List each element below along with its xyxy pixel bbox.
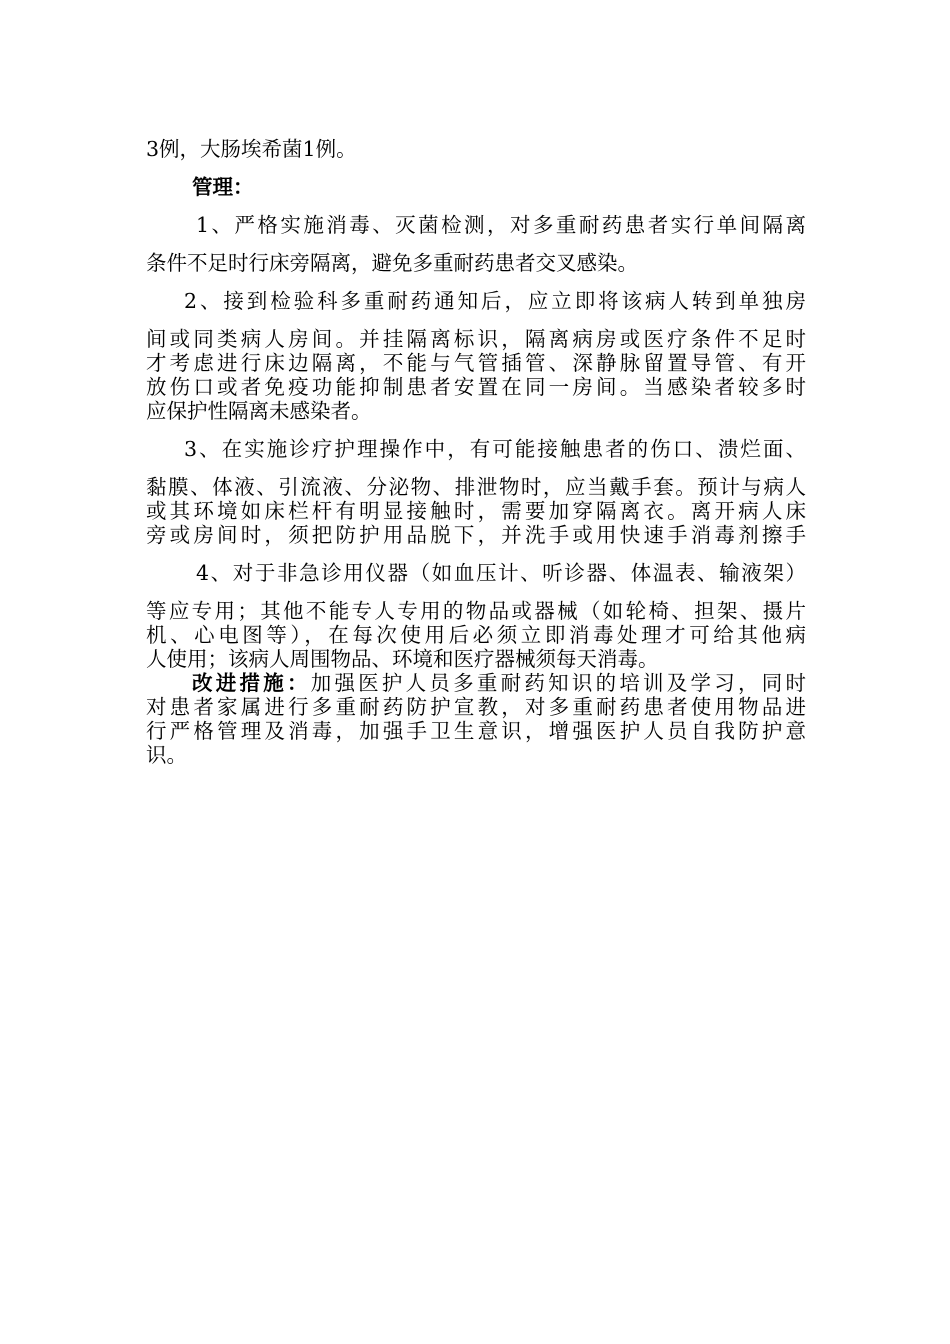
- item-4-line-4: 人使用；该病人周围物品、环境和医疗器械须每天消毒。: [146, 647, 659, 671]
- intro-tail-line: 3例，大肠埃希菌1例。: [146, 137, 357, 161]
- item-4-line-1: 4、对于非急诊用仪器（如血压计、听诊器、体温表、输液架）: [196, 561, 806, 585]
- item-1-line-2: 条件不足时行床旁隔离，避免多重耐药患者交叉感染。: [146, 251, 638, 275]
- item-4-line-2: 等应专用；其他不能专人专用的物品或器械（如轮椅、担架、摄片: [146, 599, 806, 623]
- improvement-line-3: 行严格管理及消毒，加强手卫生意识，增强医护人员自我防护意: [146, 719, 806, 743]
- item-1-line-1: 1、严格实施消毒、灭菌检测，对多重耐药患者实行单间隔离: [196, 213, 806, 237]
- item-2-line-2: 间或同类病人房间。并挂隔离标识，隔离病房或医疗条件不足时: [146, 327, 806, 351]
- improvement-first-text: 加强医护人员多重耐药知识的培训及学习，同时: [310, 671, 807, 695]
- item-3-line-2: 黏膜、体液、引流液、分泌物、排泄物时，应当戴手套。预计与病人: [146, 475, 806, 499]
- item-2-line-1: 2、接到检验科多重耐药通知后，应立即将该病人转到单独房: [184, 289, 806, 313]
- item-3-line-4: 旁或房间时，须把防护用品脱下，并洗手或用快速手消毒剂擦手: [146, 523, 806, 547]
- item-4-line-3: 机、心电图等），在每次使用后必须立即消毒处理才可给其他病: [146, 623, 806, 647]
- improvement-label: 改进措施：: [192, 671, 311, 695]
- item-2-line-4: 放伤口或者免疫功能抑制患者安置在同一房间。当感染者较多时: [146, 375, 806, 399]
- improvement-line-4: 识。: [146, 743, 187, 767]
- management-heading: 管理：: [192, 175, 254, 199]
- item-2-line-5: 应保护性隔离未感染者。: [146, 399, 372, 423]
- improvement-first-line: [192, 673, 806, 694]
- improvement-line-2: 对患者家属进行多重耐药防护宣教，对多重耐药患者使用物品进: [146, 695, 806, 719]
- item-3-line-1: 3、在实施诊疗护理操作中，有可能接触患者的伤口、溃烂面、: [184, 437, 806, 461]
- item-2-line-3: 才考虑进行床边隔离，不能与气管插管、深静脉留置导管、有开: [146, 351, 806, 375]
- item-3-line-3: 或其环境如床栏杆有明显接触时，需要加穿隔离衣。离开病人床: [146, 499, 806, 523]
